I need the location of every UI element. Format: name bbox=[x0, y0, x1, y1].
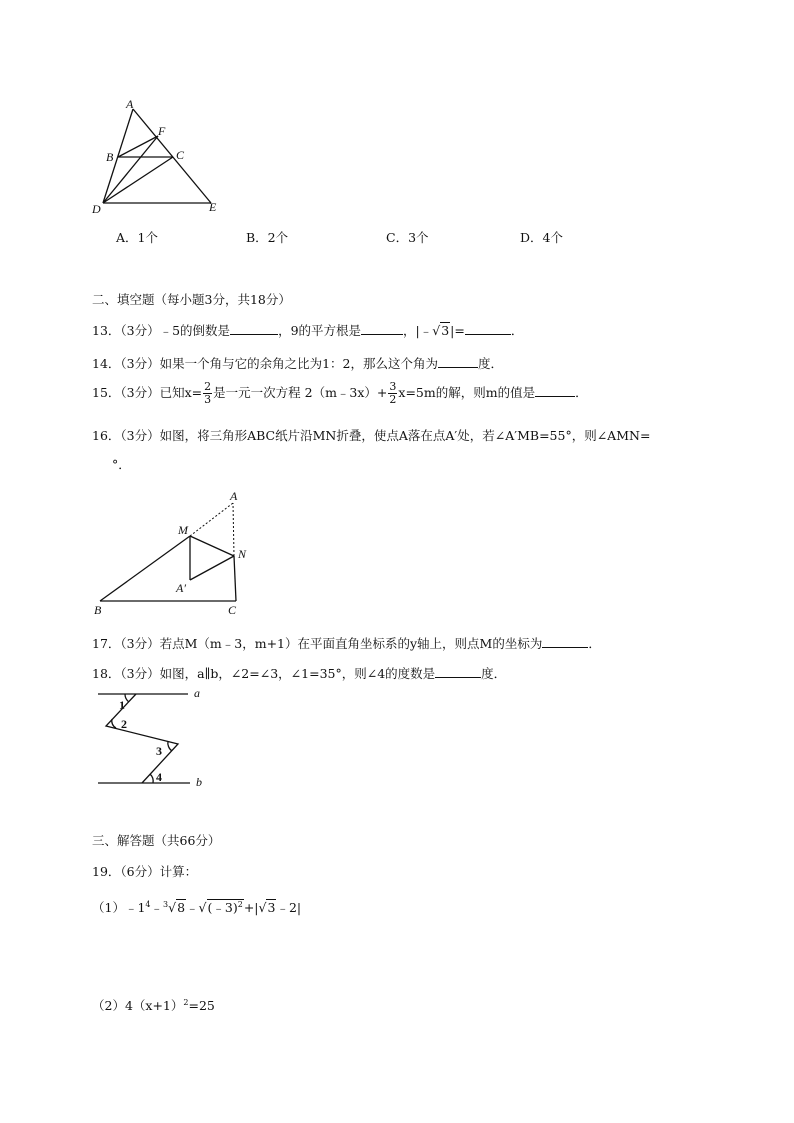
label-D: D bbox=[92, 202, 101, 216]
fold-triangle-figure bbox=[88, 486, 258, 618]
angle-arc-4 bbox=[150, 774, 153, 783]
zigzag-line bbox=[106, 694, 178, 783]
q13-mid2: ，|﹣ bbox=[403, 323, 433, 338]
q19-p2-prefix: （2）4（x+1） bbox=[92, 998, 184, 1013]
question-13 bbox=[92, 321, 523, 339]
q14-suffix: 度． bbox=[478, 356, 504, 371]
q15-mid1: 是一元一次方程 2（m﹣3x）+ bbox=[213, 385, 388, 400]
q15-frac2-den: 2 bbox=[389, 393, 397, 406]
dashed-MA bbox=[190, 503, 233, 536]
line-MN bbox=[190, 536, 234, 556]
q19-p1-cube-arg: 8 bbox=[177, 900, 186, 915]
question-19-part-1 bbox=[92, 898, 301, 916]
line-NA2 bbox=[190, 556, 234, 580]
cube-root-sign: √ bbox=[168, 900, 177, 915]
section-title-solutions: 三、解答题（共66分） bbox=[92, 833, 221, 848]
q19-p1-cube-index: 3 bbox=[163, 899, 169, 909]
label-A-prime: A′ bbox=[176, 581, 186, 595]
q13-period: ． bbox=[510, 323, 524, 338]
q15-frac1-den: 3 bbox=[204, 393, 212, 406]
label-E: E bbox=[209, 200, 217, 214]
line-DF bbox=[103, 136, 158, 203]
q15-prefix: 15．（3分）已知x= bbox=[92, 385, 203, 400]
q18-blank bbox=[435, 665, 481, 678]
q13-sqrt-arg: 3 bbox=[441, 323, 450, 338]
q17-prefix: 17．（3分）若点M（m﹣3，m+1）在平面直角坐标系的y轴上，则点M的坐标为 bbox=[92, 636, 543, 651]
angle-arc-1 bbox=[125, 694, 129, 702]
option-a: A．1个 bbox=[116, 230, 158, 245]
q14-prefix: 14．（3分）如果一个角与它的余角之比为1：2，那么这个角为 bbox=[92, 356, 439, 371]
q13-blank-3 bbox=[465, 322, 511, 335]
q13-blank-2 bbox=[361, 322, 403, 335]
label-A: A bbox=[126, 97, 134, 111]
q13-end: |= bbox=[450, 323, 465, 338]
label-A: A bbox=[230, 489, 238, 503]
q19-p1-exp: 4 bbox=[145, 899, 151, 909]
triangle-figure bbox=[88, 96, 228, 218]
q16-line2: °． bbox=[112, 457, 131, 472]
sqrt-sign-3: √ bbox=[258, 900, 267, 915]
q19-p1-sqrt3: 3 bbox=[267, 900, 276, 915]
q13-blank-1 bbox=[230, 322, 278, 335]
q18-prefix: 18．（3分）如图，a∥b，∠2=∠3，∠1=35°，则∠4的度数是 bbox=[92, 666, 436, 681]
label-N: N bbox=[238, 547, 247, 561]
q19-p1-dash: ﹣ bbox=[150, 900, 164, 915]
line-DC bbox=[103, 157, 173, 203]
question-19-part-2 bbox=[92, 996, 215, 1014]
option-c: C．3个 bbox=[386, 230, 429, 245]
q19-p1-sqrt-wrap bbox=[207, 899, 244, 915]
label-C: C bbox=[228, 603, 237, 617]
q19-p1-dash2: ﹣ bbox=[186, 900, 199, 915]
question-17 bbox=[92, 634, 601, 652]
angle-1-label: 1 bbox=[119, 698, 125, 712]
line-NC bbox=[234, 556, 236, 601]
q15-blank bbox=[535, 384, 575, 397]
q15-fraction-2 bbox=[388, 381, 397, 406]
section-title-fill-in: 二、填空题（每小题3分，共18分） bbox=[92, 292, 291, 307]
q15-mid2: x=5m的解，则m的值是 bbox=[398, 385, 536, 400]
q19-p1-end: ﹣2| bbox=[276, 900, 302, 915]
line-a-label: a bbox=[194, 686, 200, 700]
q19-p2-end: =25 bbox=[188, 998, 215, 1013]
line-b-label: b bbox=[196, 775, 202, 789]
option-b: B．2个 bbox=[246, 230, 289, 245]
parallel-lines-figure bbox=[92, 684, 222, 790]
q19-p2-exp: 2 bbox=[183, 997, 189, 1007]
question-15 bbox=[92, 381, 588, 406]
option-d: D．4个 bbox=[520, 230, 563, 245]
angle-2-label: 2 bbox=[121, 717, 127, 731]
q15-fraction-1 bbox=[203, 381, 212, 406]
label-B: B bbox=[106, 150, 114, 164]
angle-4-label: 4 bbox=[156, 770, 162, 784]
label-B: B bbox=[94, 603, 102, 617]
question-16-line-1: 16．（3分）如图，将三角形ABC纸片沿MN折叠，使点A落在点A′处，若∠A′MB=55°，则∠AMN= bbox=[92, 428, 651, 443]
q17-blank bbox=[542, 635, 588, 648]
label-F: F bbox=[158, 124, 166, 138]
q15-suffix: ． bbox=[575, 385, 588, 400]
dashed-NA bbox=[233, 503, 234, 556]
q19-p1-sqrt-arg: (﹣3) bbox=[207, 900, 238, 915]
q15-frac1-num: 2 bbox=[204, 380, 212, 393]
question-14 bbox=[92, 354, 503, 372]
question-18 bbox=[92, 664, 506, 682]
sqrt-sign-2: √ bbox=[198, 900, 207, 915]
q14-blank bbox=[438, 355, 478, 368]
sqrt-sign: √ bbox=[432, 323, 441, 338]
angle-arc-2 bbox=[112, 719, 116, 728]
q18-suffix: 度． bbox=[481, 666, 507, 681]
q15-frac2-num: 3 bbox=[389, 380, 397, 393]
q17-suffix: ． bbox=[588, 636, 601, 651]
line-AE bbox=[133, 109, 211, 203]
q19-p1-sqrt-exp: 2 bbox=[237, 899, 243, 909]
label-M: M bbox=[178, 523, 188, 537]
question-19-title: 19．（6分）计算： bbox=[92, 864, 198, 879]
q19-p1-plus: +| bbox=[243, 900, 259, 915]
q19-p1-prefix: （1）﹣1 bbox=[92, 900, 146, 915]
label-C: C bbox=[176, 148, 185, 162]
question-16-line-2 bbox=[112, 455, 131, 473]
q13-prefix: 13．（3分）﹣5的倒数是 bbox=[92, 323, 231, 338]
angle-3-label: 3 bbox=[156, 744, 162, 758]
q13-mid1: ，9的平方根是 bbox=[278, 323, 362, 338]
